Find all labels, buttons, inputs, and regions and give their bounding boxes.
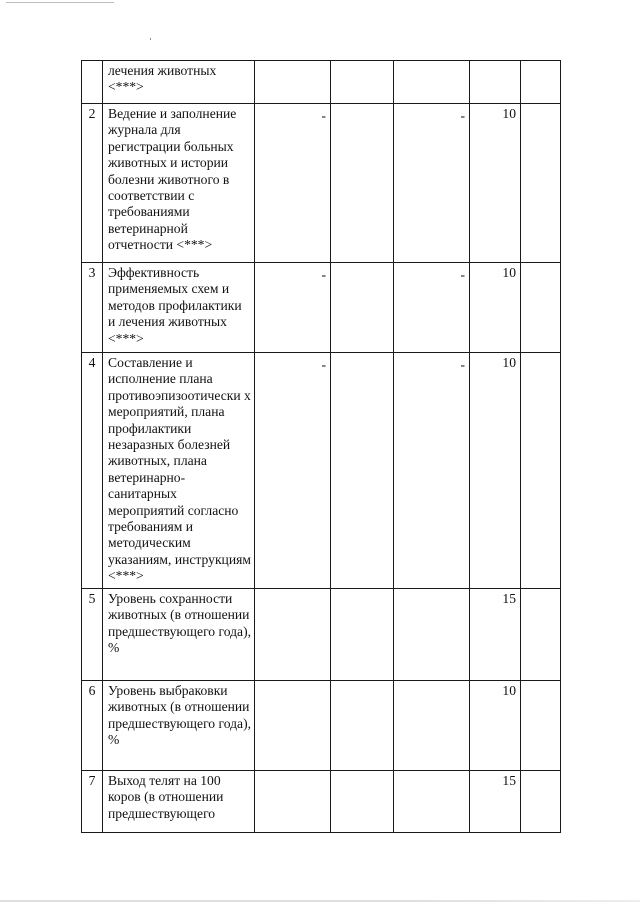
table-row [82, 104, 561, 263]
table-row [82, 588, 561, 680]
cell-score: 10 [470, 104, 521, 263]
cell-col4 [331, 104, 394, 263]
cell-score [470, 61, 521, 104]
cell-col3 [255, 680, 331, 770]
table-row [82, 770, 561, 832]
criterion-text: Выход телят на 100 коров (в отношении предшествующего [103, 770, 255, 832]
cell-col4 [331, 680, 394, 770]
cell-col7 [521, 263, 561, 353]
cell-col3: - [255, 104, 331, 263]
row-number [82, 61, 103, 104]
cell-col3: - [255, 263, 331, 353]
cell-col5 [394, 61, 470, 104]
table-row [82, 353, 561, 589]
cell-col4 [331, 770, 394, 832]
cell-col5 [394, 770, 470, 832]
cell-col4 [331, 353, 394, 589]
cell-col3 [255, 588, 331, 680]
row-number: 7 [82, 770, 103, 832]
cell-col5 [394, 588, 470, 680]
cell-col7 [521, 353, 561, 589]
row-number: 3 [82, 263, 103, 353]
cell-col7 [521, 104, 561, 263]
cell-col5 [394, 680, 470, 770]
cell-score: 10 [470, 680, 521, 770]
scan-artifact [150, 38, 151, 40]
cell-col3: - [255, 353, 331, 589]
table-row [82, 61, 561, 104]
cell-col5: - [394, 104, 470, 263]
criterion-text: Уровень сохранности животных (в отношении предшествующего года), % [103, 588, 255, 680]
cell-col7 [521, 61, 561, 104]
row-number: 6 [82, 680, 103, 770]
row-number: 2 [82, 104, 103, 263]
criterion-text: Ведение и заполнение журнала для регистрации больных животных и истории болезни животного в соответствии с требованиями ветеринарной отчетности <***> [103, 104, 255, 263]
cell-col7 [521, 770, 561, 832]
cell-score: 10 [470, 263, 521, 353]
cell-col4 [331, 263, 394, 353]
criterion-text: Эффективность применяемых схем и методов профилактики и лечения животных <***> [103, 263, 255, 353]
cell-col5: - [394, 263, 470, 353]
criterion-text: Уровень выбраковки животных (в отношении предшествующего года), % [103, 680, 255, 770]
cell-col4 [331, 61, 394, 104]
row-number: 5 [82, 588, 103, 680]
cell-col3 [255, 770, 331, 832]
criteria-table [81, 60, 561, 833]
table-row [82, 680, 561, 770]
cell-score: 15 [470, 770, 521, 832]
cell-col7 [521, 588, 561, 680]
scan-artifact [6, 2, 114, 3]
scan-artifact [0, 900, 640, 902]
table-row [82, 263, 561, 353]
cell-col7 [521, 680, 561, 770]
criterion-text: лечения животных <***> [103, 61, 255, 104]
cell-col4 [331, 588, 394, 680]
cell-score: 10 [470, 353, 521, 589]
cell-col5: - [394, 353, 470, 589]
cell-col3 [255, 61, 331, 104]
criterion-text: Составление и исполнение плана противоэпизоотически х мероприятий, плана профилактики незаразных болезней животных, плана ветеринарно-санитарных мероприятий согласно требованиям и методическим указаниям, инструкциям <***> [103, 353, 255, 589]
row-number: 4 [82, 353, 103, 589]
cell-score: 15 [470, 588, 521, 680]
